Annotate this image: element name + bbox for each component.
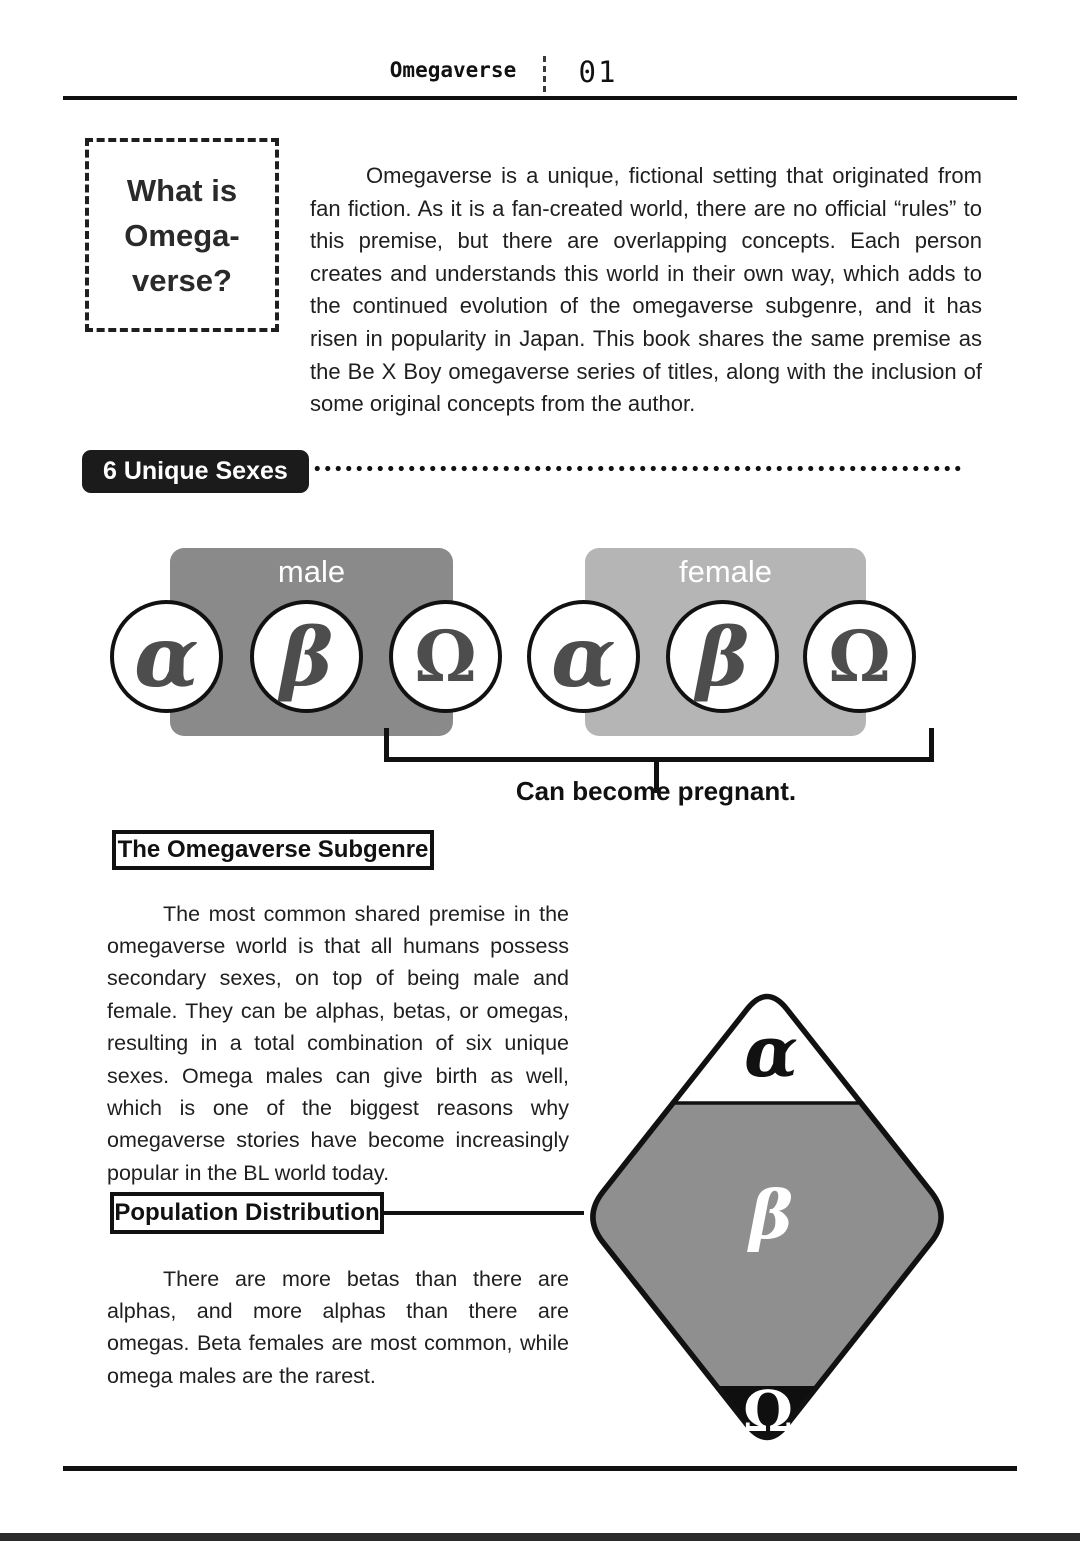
page-bottom-edge xyxy=(0,1533,1080,1541)
header-dashed-divider xyxy=(543,56,546,92)
pregnancy-caption: Can become pregnant. xyxy=(515,776,797,806)
heading-to-diagram-connector xyxy=(380,1211,584,1215)
male-beta-circle: β xyxy=(250,600,363,713)
male-group-label: male xyxy=(277,554,346,589)
female-beta-circle: β xyxy=(666,600,779,713)
diamond-alpha-symbol: α xyxy=(744,1010,798,1093)
footer-rule xyxy=(63,1466,1017,1471)
section-badge-6-unique-sexes: 6 Unique Sexes xyxy=(82,450,309,493)
bracket-horizontal xyxy=(384,757,934,762)
population-paragraph: There are more betas than there are alphas, and more alphas than there are omegas. Beta females are most common, while omega males are the rarest. xyxy=(107,1266,569,1388)
what-is-omegaverse-box xyxy=(85,138,279,332)
subgenre-heading-box: The Omegaverse Subgenre xyxy=(112,830,434,870)
diamond-beta-symbol: β xyxy=(749,1176,793,1254)
bracket-right-tick xyxy=(929,728,934,762)
page-header-title: Omegaverse xyxy=(389,58,517,82)
population-distribution-diagram xyxy=(565,975,965,1460)
header-rule xyxy=(63,96,1017,100)
diamond-omega-symbol: Ω xyxy=(743,1379,793,1445)
intro-paragraph: Omegaverse is a unique, fictional setting that originated from fan fiction. As it is a fan-created world, there are no official “rules” to this premise, but there are overlapping concepts. Each person creates and understands this world in their own way, which adds to the continued evolution of the omegaverse subgenre, and it has risen in popularity in Japan. This book shares the same premise as the Be X Boy omegaverse series of titles, along with the inclusion of some original concepts from the author. xyxy=(310,163,982,417)
female-omega-circle: Ω xyxy=(803,600,916,713)
male-alpha-circle: α xyxy=(110,600,223,713)
male-omega-circle: Ω xyxy=(389,600,502,713)
subgenre-paragraph: The most common shared premise in the omegaverse world is that all humans possess secondary sexes, on top of being male and female. They can be alphas, betas, or omegas, resulting in a total combination of six unique sexes. Omega males can give birth as well, which is one of the biggest reasons why omegaverse stories have become increasingly popular in the BL world today. xyxy=(107,901,569,1185)
page-number: 01 xyxy=(578,55,618,89)
population-heading-box: Population Distribution xyxy=(110,1192,384,1234)
dotted-rule xyxy=(312,465,962,472)
female-alpha-circle: α xyxy=(527,600,640,713)
female-group-label: female xyxy=(678,554,773,589)
what-is-omegaverse-title: What is Omega- verse? xyxy=(124,172,240,298)
